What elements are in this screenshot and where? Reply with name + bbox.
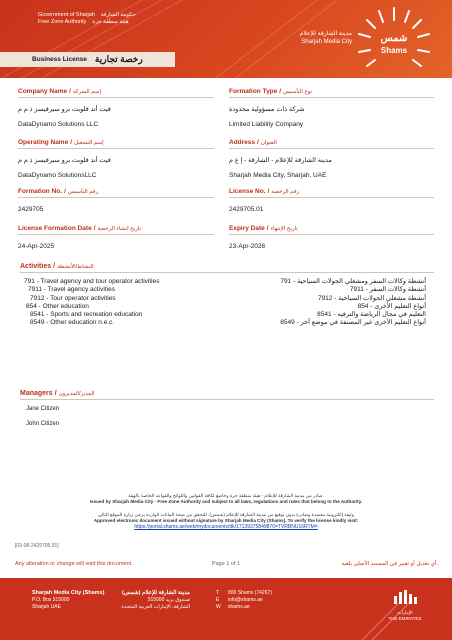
- activity-item: 8549 - Other education n.e.c.: [30, 319, 115, 327]
- activity-item: 7911 - Travel agency activities: [28, 286, 115, 294]
- issued-note-ar: صادر من مدينة الشارقة للإعلام - هيئة منطقة حرة وخاضع لكافة القوانين واللوائح والقواعد الخاصة بالهيئة.: [128, 493, 324, 498]
- footer-address-en: [32, 590, 104, 611]
- emirates-en: THE EMIRATES: [388, 616, 422, 621]
- footer-pobox-en: P.O. Box 515000: [32, 597, 70, 603]
- issued-note: [30, 493, 422, 505]
- footer-address-ar: [110, 590, 190, 611]
- approved-note-en: Approved electronic document issued without signature by Sharjah Media City (Shams). To verify the license kindly visit:: [93, 518, 359, 524]
- formation-type-field: Formation Type / نوع التأسيس شركة ذات مسؤولية محدودة Limited Liability Company: [229, 88, 434, 129]
- gov-ar: حكومة الشارقة: [100, 12, 136, 18]
- page-number: Page 1 of 1: [211, 561, 241, 567]
- activity-item-ar: 7911 - أنشطة وكالات السفر: [349, 286, 426, 294]
- formation-type-value-ar: شركة ذات مسؤولية محدودة: [229, 106, 305, 113]
- field-divider: [18, 148, 214, 149]
- activity-item: 791 - Travel agency and tour operator activities: [24, 278, 160, 285]
- address-field: Address / العنوان مدينة الشارقة للإعلام - الشارقة - إ ع م Sharjah Media City, Sharjah, UAE: [229, 139, 434, 180]
- contact-website[interactable]: shams.ae: [228, 604, 250, 610]
- activity-item: 7912 - Tour operator activities: [30, 294, 116, 302]
- footer-org-en: Sharjah Media City (Shams): [32, 590, 105, 596]
- activity-item-ar: 791 - أنشطة وكالات السفر ومشغلي الجولات السياحية: [280, 278, 426, 285]
- field-divider: [18, 234, 214, 235]
- footer-org-ar: مدينة الشارقة للإعلام (شمس): [122, 590, 190, 596]
- contact-phone[interactable]: 800 Shams (74267): [228, 590, 272, 596]
- expiry-date-label-ar: تاريخ الإنتهاء: [270, 226, 298, 232]
- address-label: Address: [229, 139, 256, 146]
- company-name-label-ar: إسم الشركة: [72, 89, 101, 95]
- activity-item-ar: 7912 - أنشطة مشغلي الجولات السياحية: [317, 294, 426, 302]
- license-no-label-ar: رقم الرخصة: [271, 189, 300, 195]
- contact-letter: W: [216, 604, 221, 610]
- operating-name-label: Operating Name: [18, 139, 69, 146]
- smc-en: Sharjah Media City: [301, 39, 352, 45]
- formation-no-value: 2429705: [18, 206, 44, 213]
- verification-link[interactable]: https://portal.shams.ae/web/mydocuments/dk/17139375849870=TVRBNU16RTM=: [134, 524, 318, 531]
- formation-no-label-ar: رقم التأسيس: [67, 189, 99, 195]
- company-name-field: Company Name / إسم الشركة فيت أند فلوبت برو سيرفيسز ذ م م DataDynamo Solutions LLC: [18, 88, 214, 129]
- activity-item: 854 - Other education: [26, 302, 89, 310]
- managers-label: Managers: [20, 390, 53, 397]
- license-formation-date-value: 24-Apr-2025: [18, 243, 55, 250]
- company-name-value-en: DataDynamo Solutions LLC: [18, 121, 99, 128]
- smc-block: [270, 30, 352, 46]
- license-no-label: License No.: [229, 188, 266, 195]
- document-title-band: [0, 52, 175, 67]
- doc-title-ar: رخصة تجارية: [94, 54, 143, 64]
- field-divider: [229, 197, 434, 198]
- expiry-date-field: Expiry Date / تاريخ الإنتهاء 23-Apr-2026: [229, 225, 434, 251]
- field-divider: [229, 148, 434, 149]
- logo-text-en: Shams: [380, 46, 408, 55]
- activities-label-ar: النشاط/الأنشطة: [57, 264, 94, 270]
- issued-note-en: Issued by Sharjah Media City - Free Zone Authority and subject to all laws, regulations and rules that belong to the Authority.: [89, 499, 363, 505]
- license-formation-date-label: License Formation Date: [18, 225, 92, 232]
- field-divider: [229, 97, 434, 98]
- alteration-warning-en: Any alteration or change will void this document.: [15, 561, 133, 567]
- field-divider: [18, 97, 214, 98]
- field-divider: [18, 197, 214, 198]
- approved-note-ar: وثيقة إلكترونية معتمدة وصادرة بدون توقيع من مدينة الشارقة للإعلام (شمس). للتحقق من صحة البيانات الواردة يرجى زيارة الموقع التالي: [98, 512, 354, 517]
- operating-name-value-ar: فيت أند فلوبت برو سيرفيسز ذ م م: [18, 157, 111, 164]
- field-divider: [229, 234, 434, 235]
- footer-pobox-ar: صندوق بريد 515000: [147, 597, 190, 603]
- address-value-ar: مدينة الشارقة للإعلام - الشارقة - إ ع م: [229, 157, 332, 164]
- managers-divider: [20, 399, 434, 400]
- header-banner: [0, 0, 452, 78]
- manager-name: Jane Citizen: [26, 406, 60, 412]
- emirates-brand: [382, 610, 428, 622]
- license-formation-date-label-ar: تاريخ انشاء الرخصة: [97, 226, 142, 232]
- document-reference: [03-08-2429705.01]: [15, 543, 59, 549]
- managers-label-ar: المدير/المديرون: [58, 391, 95, 397]
- operating-name-field: Operating Name / إسم التشغيل فيت أند فلوبت برو سيرفيسز ذ م م DataDynamo SolutionsLLC: [18, 139, 214, 180]
- address-value-en: Sharjah Media City, Sharjah, UAE: [229, 172, 327, 179]
- managers-title: Managers / المدير/المديرون: [20, 390, 95, 397]
- company-name-value-ar: فيت أند فلوبت برو سيرفيسز ذ م م: [18, 106, 111, 113]
- footer-banner: [0, 578, 452, 640]
- expiry-date-value: 23-Apr-2026: [229, 243, 266, 250]
- doc-title-en: Business License: [32, 56, 87, 63]
- license-no-field: License No. / رقم الرخصة 2429705.01: [229, 188, 434, 214]
- government-block: [38, 12, 218, 26]
- smc-ar: مدينة الشارقة للإعلام: [299, 31, 352, 37]
- formation-type-value-en: Limited Liability Company: [229, 121, 304, 128]
- formation-no-label: Formation No.: [18, 188, 63, 195]
- logo-text-ar: شمس: [380, 33, 408, 44]
- formation-type-label: Formation Type: [229, 88, 278, 95]
- contact-email[interactable]: info@shams.ae: [228, 597, 263, 603]
- operating-name-value-en: DataDynamo SolutionsLLC: [18, 172, 97, 179]
- company-name-label: Company Name: [18, 88, 68, 95]
- contact-letter: E: [216, 597, 220, 603]
- activities-list-ar: [240, 278, 426, 328]
- activity-item: 8541 - Sports and recreation education: [30, 311, 143, 319]
- activities-title: Activities / النشاط/الأنشطة: [20, 263, 94, 270]
- expiry-date-label: Expiry Date: [229, 225, 265, 232]
- activity-item-ar: 854 - أنواع التعليم الأخرى: [357, 302, 426, 310]
- contact-letter: T: [216, 590, 220, 596]
- footer-contact-values: [228, 590, 272, 611]
- formation-no-field: Formation No. / رقم التأسيس 2429705: [18, 188, 214, 214]
- authority-en: Free Zone Authority: [38, 19, 87, 25]
- address-label-ar: العنوان: [260, 140, 277, 146]
- emirates-ar: الإمارات: [397, 610, 413, 615]
- activity-item-ar: 8541 - التعليم في مجال الرياضة والترفيه: [317, 311, 426, 319]
- footer-contact-letters: [216, 590, 221, 611]
- authority-ar: هيئة منطقة حرة: [92, 19, 129, 25]
- footer-city-en: Sharjah UAE: [32, 604, 61, 610]
- gov-en: Government of Sharjah: [38, 12, 95, 18]
- operating-name-label-ar: إسم التشغيل: [74, 140, 104, 146]
- activities-list-en: [24, 278, 160, 328]
- manager-name: John Citizen: [26, 421, 60, 427]
- footer-city-ar: الشارقة، الإمارات العربية المتحدة: [121, 604, 190, 610]
- activity-item-ar: 8549 - أنواع التعليم الأخرى غير المصنفة في موضع آخر: [280, 319, 426, 327]
- emirates-logo-icon: [392, 588, 420, 606]
- activities-divider: [20, 272, 434, 273]
- alteration-warning-ar: أي تعديل أو تغيير في المستند الأصلي يلغيه.: [341, 561, 438, 567]
- license-formation-date-field: License Formation Date / تاريخ انشاء الرخصة 24-Apr-2025: [18, 225, 214, 251]
- formation-type-label-ar: نوع التأسيس: [283, 89, 313, 95]
- approved-note: [30, 512, 422, 531]
- license-no-value: 2429705.01: [229, 206, 264, 213]
- activities-label: Activities: [20, 263, 52, 270]
